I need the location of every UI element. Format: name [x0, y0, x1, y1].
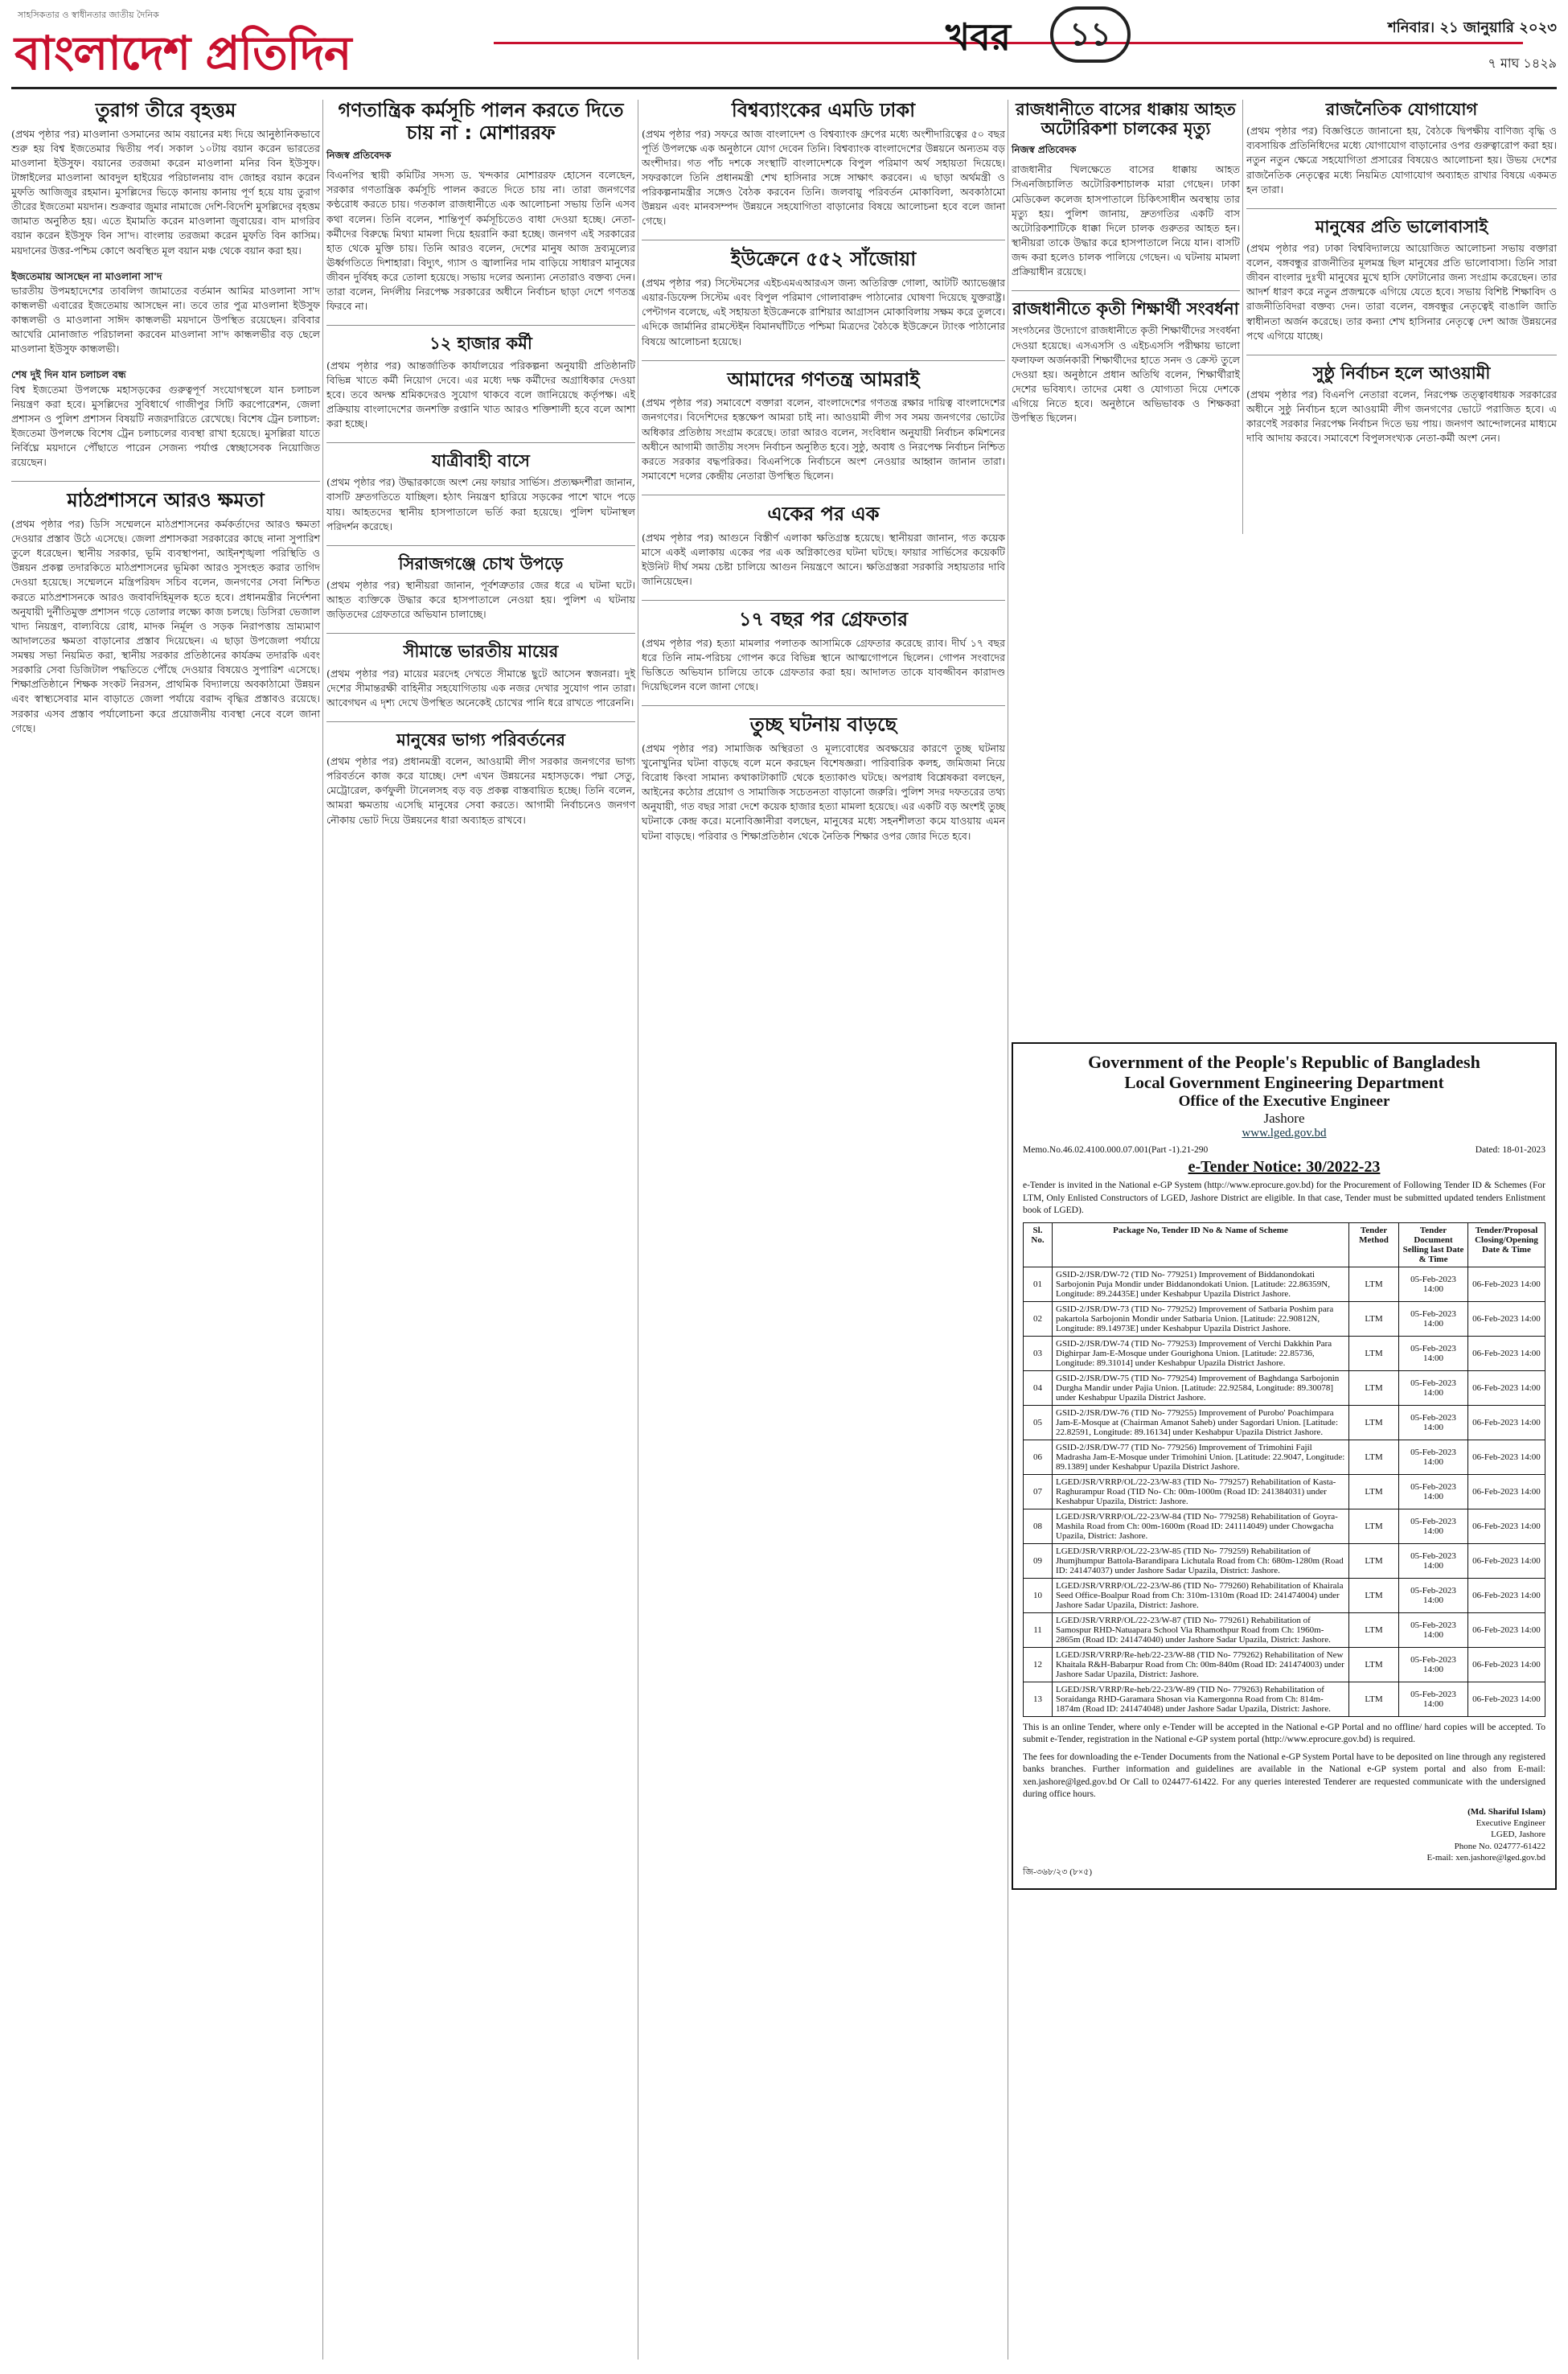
headline: তুরাগ তীরে বৃহত্তম [95, 99, 236, 121]
signatory-email: E-mail: xen.jashore@lged.gov.bd [1426, 1852, 1545, 1863]
column-divider [1242, 100, 1243, 534]
headline: সুষ্ঠু নির্বাচন হলে আওয়ামী [1312, 363, 1491, 383]
headline: ইউক্রেনে ৫৫২ সাঁজোয়া [730, 248, 917, 271]
tender-row [1024, 1405, 1545, 1440]
article-turag [11, 100, 320, 258]
tender-sl: 08 [1024, 1509, 1053, 1543]
article-body: (প্রথম পৃষ্ঠার পর) সমাবেশে বক্তারা বলেন, বাংলাদেশের গণতন্ত্র রক্ষার দায়িত্ব বাংলাদেশের জনগণের। বিদেশিদের হস্তক্ষেপ আমরা চাই না। আওয়ামী লীগ সব সময় জনগণের ভোটের অধিকার প্রতিষ্ঠায় সংগ্রাম করেছে। তারা আরও বলেন, সংবিধান অনুযায়ী নির্বাচন কমিশনের অধীনে আগামী জাতীয় সংসদ নির্বাচন অনুষ্ঠিত হবে। সুষ্ঠু, অবাধ ও নিরপেক্ষ নির্বাচন নিশ্চিত করতে সরকার বদ্ধপরিকর। বিএনপিকে নির্বাচনে অংশ নেওয়ার আহ্বান জানান তারা। সমাবেশে দলের কেন্দ্রীয় নেতারা উপস্থিত ছিলেন। [642, 396, 1005, 482]
article-fair-election [1246, 363, 1557, 446]
tender-scheme: LGED/JSR/VRRP/OL/22-23/W-83 (TID No- 779257) Rehabilitation of Kasta- Raghurampur Road (TID No- Ch: 00m-1000m (Road ID: 241384031) under Keshabpur Upazila, District: Jashore. [1053, 1474, 1349, 1509]
tender-row [1024, 1474, 1545, 1509]
headline: মানুষের প্রতি ভালোবাসাই [1315, 216, 1488, 236]
tender-box [1012, 1042, 1557, 1890]
tender-closing-date: 06-Feb-2023 14:00 [1468, 1440, 1545, 1474]
divider [326, 442, 635, 443]
tender-dept-line: Local Government Engineering Department [1124, 1073, 1444, 1092]
tender-scheme: GSID-2/JSR/DW-74 (TID No- 779253) Improvement of Verchi Dakkhin Para Dighirpar Jam-E-Mosque under Gourighona Union. [Latitude: 22.85736, Longitude: 89.31014] under Keshabpur Upazila District Jashore. [1053, 1336, 1349, 1370]
byline: নিজস্ব প্রতিবেদক [326, 150, 392, 162]
tender-row [1024, 1440, 1545, 1474]
headline: রাজধানীতে বাসের ধাক্কায় আহত অটোরিকশা চালকের মৃত্যু [1016, 100, 1236, 139]
tender-closing-date: 06-Feb-2023 14:00 [1468, 1647, 1545, 1682]
divider [1012, 290, 1240, 291]
article-subsection [11, 368, 320, 470]
tender-sl: 12 [1024, 1647, 1053, 1682]
col-header: Tender Method [1349, 1222, 1399, 1267]
tender-selling-date: 05-Feb-2023 14:00 [1399, 1370, 1468, 1405]
tender-selling-date: 05-Feb-2023 14:00 [1399, 1509, 1468, 1543]
ad-code: জি-৩৬৮/২৩ (৮×৫) [1023, 1867, 1093, 1878]
headline: যাত্রীবাহী বাসে [432, 451, 530, 471]
divider [326, 545, 635, 546]
headline: রাজধানীতে কৃতী শিক্ষার্থী সংবর্ধনা [1012, 299, 1239, 319]
tender-website-link[interactable]: www.lged.gov.bd [1242, 1127, 1327, 1140]
column-1 [11, 100, 320, 747]
tender-selling-date: 05-Feb-2023 14:00 [1399, 1301, 1468, 1336]
article-body: (প্রথম পৃষ্ঠার পর) প্রধানমন্ত্রী বলেন, আওয়ামী লীগ সরকার জনগণের ভাগ্য পরিবর্তনে কাজ করে যাচ্ছে। দেশ এখন উন্নয়নের মহাসড়কে। পদ্মা সেতু, মেট্রোরেল, কর্ণফুলী টানেলসহ বড় বড় প্রকল্প বাস্তবায়িত হচ্ছে। তিনি বলেন, আমরা ক্ষমতায় এসেছি মানুষের সেবা করতে। আগামী নির্বাচনেও জনগণ নৌকায় ভোট দিয়ে উন্নয়নের ধারা অব্যাহত রাখবে। [326, 755, 635, 826]
column-divider [322, 100, 323, 2360]
article-body: (প্রথম পৃষ্ঠার পর) বিজ্ঞপ্তিতে জানানো হয়, বৈঠকে দ্বিপক্ষীয় বাণিজ্য বৃদ্ধি ও ব্যবসায়িক প্রতিনিধিদের মধ্যে যোগাযোগ বাড়ানোর ওপর গুরুত্বারোপ করা হয়। নতুন নতুন ক্ষেত্রে সহযোগিতা প্রসারের বিষয়েও আলোচনা হয়। উভয় দেশের রাজনৈতিক নেতৃত্বের মধ্যে নিয়মিত যোগাযোগ অব্যাহত রাখার বিষয়ে একমত হন তারা। [1246, 125, 1557, 195]
article-subsection [11, 269, 320, 357]
tender-row [1024, 1578, 1545, 1612]
tender-row [1024, 1267, 1545, 1301]
tagline: সাহসিকতার ও স্বাধীনতার জাতীয় দৈনিক [18, 10, 159, 20]
tender-scheme: GSID-2/JSR/DW-76 (TID No- 779255) Improvement of Purobo' Poachimpara Jam-E-Mosque at (Chairman Amanot Saheb) under Sagordari Union. [Latitude: 22.82591, Longitude: 89.16134] under Keshabpur Upazila District Jashore. [1053, 1405, 1349, 1440]
signatory-office: LGED, Jashore [1491, 1830, 1545, 1840]
article-autorickshaw [1012, 100, 1240, 279]
headline: বিশ্বব্যাংকের এমডি ঢাকা [731, 99, 916, 121]
section-name: খবর [946, 15, 1012, 59]
tender-scheme: LGED/JSR/VRRP/Re-heb/22-23/W-88 (TID No- 779262) Rehabilitation of New Khaitala R&H-Babarpur Road from Ch: 00m-840m (Road ID: 241474003) under Jashore Sadar Upazila, District: Jashore. [1053, 1647, 1349, 1682]
article-mathproshashon [11, 490, 320, 735]
divider [1246, 208, 1557, 209]
tender-scheme: LGED/JSR/VRRP/OL/22-23/W-87 (TID No- 779261) Rehabilitation of Samospur RHD-Natuapara School Via Rhamothpur Road from Ch: 1960m-2865m (Road ID: 241474040) under Jashore Sadar Upazila, District: Jashore. [1053, 1612, 1349, 1647]
tender-intro: e-Tender is invited in the National e-GP System (http://www.eprocure.gov.bd) for the Procurement of Following Tender ID & Schemes (For LTM, Only Enlisted Constructors of LGED, Jashore District are eligible. In that case, Tender must be submitted updated tenders Enlistment book of LGED). [1023, 1181, 1545, 1216]
headline: গণতান্ত্রিক কর্মসূচি পালন করতে দিতে চায় না : মোশাররফ [338, 99, 624, 144]
headline: রাজনৈতিক যোগাযোগ [1325, 100, 1478, 119]
signatory-phone: Phone No. 024777-61422 [1454, 1841, 1545, 1851]
tender-row [1024, 1301, 1545, 1336]
tender-sl: 09 [1024, 1543, 1053, 1578]
divider [11, 481, 320, 482]
tender-row [1024, 1647, 1545, 1682]
article-democracy [642, 369, 1005, 483]
tender-closing-date: 06-Feb-2023 14:00 [1468, 1336, 1545, 1370]
tender-method: LTM [1349, 1647, 1399, 1682]
brand-block [14, 6, 465, 84]
tender-table [1023, 1222, 1545, 1717]
column-4 [1012, 100, 1240, 437]
tender-row [1024, 1509, 1545, 1543]
headline: তুচ্ছ ঘটনায় বাড়ছে [749, 713, 897, 737]
divider [642, 360, 1005, 361]
divider [326, 721, 635, 722]
tender-method: LTM [1349, 1543, 1399, 1578]
tender-scheme: GSID-2/JSR/DW-75 (TID No- 779254) Improvement of Baghdanga Sarbojonin Durgha Mandir under Pajia Union. [Latitude: 22.92584, Longitude: 89.30078] under Keshabpur Upazila District Jashore. [1053, 1370, 1349, 1405]
tender-row [1024, 1336, 1545, 1370]
article-body: (প্রথম পৃষ্ঠার পর) হত্যা মামলার পলাতক আসামিকে গ্রেফতার করেছে র‌্যাব। দীর্ঘ ১৭ বছর ধরে তিনি নাম-পরিচয় গোপন করে বিভিন্ন স্থানে আত্মগোপনে ছিলেন। গোপন সংবাদের ভিত্তিতে অভিযান চালিয়ে তাকে গ্রেফতার করা হয়। আদালত তাকে যাবজ্জীবন কারাদণ্ড দিয়েছিলেন বলে জানা গেছে। [642, 636, 1005, 693]
tender-sl: 11 [1024, 1612, 1053, 1647]
headline: সিরাজগঞ্জে চোখ উপড়ে [398, 553, 564, 573]
article-fortune [326, 730, 635, 828]
tender-method: LTM [1349, 1405, 1399, 1440]
tender-footer-fees: The fees for downloading the e-Tender Documents from the National e-GP System Portal have to be deposited on line through any registered banks branches. Further information and guidelines are available in the National e-GP system portal and also from E-mail: xen.jashore@lged.gov.bd Or Call to 024477-61422. For any queries interested Tenderer are requested communicate with the undersigned during office hours. [1023, 1752, 1545, 1800]
tender-scheme: GSID-2/JSR/DW-72 (TID No- 779251) Improvement of Biddanondokati Sarbojonin Puja Mondir under Biddanondokati Union. [Latitude: 22.86359N, Longitude: 89.24435E] under Keshabpur Upazila District Jashore. [1053, 1267, 1349, 1301]
tender-selling-date: 05-Feb-2023 14:00 [1399, 1543, 1468, 1578]
headline: মানুষের ভাগ্য পরিবর্তনের [396, 729, 565, 750]
tender-sl: 06 [1024, 1440, 1053, 1474]
article-body: বিশ্ব ইজতেমা উপলক্ষে মহাসড়কের গুরুত্বপূর্ণ সংযোগস্থলে যান চলাচল নিয়ন্ত্রণ করা হবে। মুসল্লিদের সুবিধার্থে গাজীপুর সিটি করপোরেশন, জেলা প্রশাসন ও পুলিশ প্রশাসন বিষয়টি নজরদারিতে রেখেছে। বিশেষ ট্রেন চলাচল: ইজতেমা উপলক্ষে বিশেষ ট্রেন চলাচলের ব্যবস্থা রাখা হয়েছে। মুসল্লিরা যাতে নির্বিঘ্নে ময়দানে পৌঁছাতে পারেন সেজন্য পর্যাপ্ত স্বেচ্ছাসেবক নিয়োজিত রয়েছেন। [11, 383, 320, 469]
tender-method: LTM [1349, 1267, 1399, 1301]
article-ukraine [642, 248, 1005, 348]
tender-sl: 07 [1024, 1474, 1053, 1509]
tender-method: LTM [1349, 1370, 1399, 1405]
tender-closing-date: 06-Feb-2023 14:00 [1468, 1474, 1545, 1509]
article-sirajganj [326, 554, 635, 622]
tender-sl: 01 [1024, 1267, 1053, 1301]
divider [326, 325, 635, 326]
col-header: Sl. No. [1024, 1222, 1053, 1267]
tender-sl: 02 [1024, 1301, 1053, 1336]
tender-method: LTM [1349, 1336, 1399, 1370]
date-line-bangla: ৭ মাঘ ১৪২৯ [1488, 55, 1557, 71]
tender-selling-date: 05-Feb-2023 14:00 [1399, 1647, 1468, 1682]
article-body: (প্রথম পৃষ্ঠার পর) সিস্টেমসের এইচএমএআরএস জন্য অতিরিক্ত গোলা, আটটি অ্যাভেঞ্জার এয়ার-ডিফেন্স সিস্টেম এবং বিপুল পরিমাণ গোলাবারুদ পাঠানোর ঘোষণা দিয়েছে যুক্তরাষ্ট্র। পেন্টাগন বলেছে, এই সহায়তা ইউক্রেনকে রাশিয়ার আগ্রাসন মোকাবিলায় সক্ষম করে তুলবে। এদিকে জার্মানির রামস্টেইন বিমানঘাঁটিতে পশ্চিমা মিত্রদের বৈঠকে ইউক্রেনে ট্যাংক পাঠানোর বিষয়ে আলোচনা হয়েছে। [642, 277, 1005, 347]
article-body: (প্রথম পৃষ্ঠার পর) সামাজিক অস্থিরতা ও মূল্যবোধের অবক্ষয়ের কারণে তুচ্ছ ঘটনায় খুনোখুনির ঘটনা বাড়ছে বলে মনে করছেন বিশেষজ্ঞরা। পারিবারিক কলহ, জমিজমা নিয়ে বিরোধ কিংবা সামান্য কথাকাটাকাটি থেকে হত্যাকাণ্ড ঘটছে। অপরাধ বিশ্লেষকরা বলছেন, আইনের কঠোর প্রয়োগ ও সামাজিক সচেতনতা বাড়ানো জরুরি। পুলিশ সদর দফতরের তথ্য অনুযায়ী, গত বছর সারা দেশে কয়েক হাজার হত্যা মামলা হয়েছে। এর একটি বড় অংশই তুচ্ছ ঘটনাকে কেন্দ্র করে। মনোবিজ্ঞানীরা বলছেন, মানুষের মধ্যে সহনশীলতা কমে যাওয়ায় এমন ঘটনা বাড়ছে। পরিবার ও শিক্ষাপ্রতিষ্ঠান থেকে নৈতিক শিক্ষার ওপর জোর দিতে হবে। [642, 741, 1005, 842]
headline: একের পর এক [767, 503, 880, 526]
tender-scheme: LGED/JSR/VRRP/Re-heb/22-23/W-89 (TID No- 779263) Rehabilitation of Soraidanga RHD-Garamara Shosan via Kamergonna Road from Ch: 814m-1874m (Road ID: 241474048) under Jashore Sadar Upazila, District: Jashore. [1053, 1682, 1349, 1716]
newspaper-logo: বাংলাদেশ প্রতিদিন [14, 26, 351, 80]
article-body: ভারতীয় উপমহাদেশের তাবলিগ জামাতের বর্তমান আমির মাওলানা সা'দ কান্ধলভী এবারের ইজতেমায় আসছেন না। তবে তার পুত্র মাওলানা ইউসুফ কান্ধলভী ও মাওলানা সাঈদ কান্ধলভী ময়দানে উপস্থিত রয়েছেন। রবিবার আখেরি মোনাজাত পরিচালনা করবেন মাওলানা সা'দ কান্ধলভীর বড় ছেলে মাওলানা ইউসুফ কান্ধলভী। [11, 284, 320, 355]
article-body: (প্রথম পৃষ্ঠার পর) উদ্ধারকাজে অংশ নেয় ফায়ার সার্ভিস। প্রত্যক্ষদর্শীরা জানান, বাসটি দ্রুতগতিতে যাচ্ছিল। হঠাৎ নিয়ন্ত্রণ হারিয়ে সড়কের পাশে খাদে পড়ে যায়। আহতদের স্থানীয় হাসপাতালে ভর্তি করা হয়েছে। পুলিশ ঘটনাস্থল পরিদর্শন করেছে। [326, 476, 635, 532]
tender-closing-date: 06-Feb-2023 14:00 [1468, 1612, 1545, 1647]
article-bus [326, 451, 635, 534]
article-body: (প্রথম পৃষ্ঠার পর) ঢাকা বিশ্ববিদ্যালয়ে আয়োজিত আলোচনা সভায় বক্তারা বলেন, বঙ্গবন্ধুর রাজনীতির মূলমন্ত্র ছিল মানুষের প্রতি ভালোবাসা। তিনি সারা জীবন বাংলার দুঃখী মানুষের মুখে হাসি ফোটানোর জন্য সংগ্রাম করেছেন। তার আদর্শ ধারণ করে নতুন প্রজন্মকে এগিয়ে যেতে হবে। সভায় বিশিষ্ট শিক্ষাবিদ ও রাজনীতিবিদরা বক্তব্য দেন। তারা বলেন, বঙ্গবন্ধুর নেতৃত্বেই বাঙালি জাতি স্বাধীনতা অর্জন করেছে। তার কন্যা শেখ হাসিনার নেতৃত্বে দেশ আজ উন্নয়নের পথে এগিয়ে যাচ্ছে। [1246, 241, 1557, 342]
byline: নিজস্ব প্রতিবেদক [1012, 144, 1077, 156]
masthead-right [946, 6, 1557, 84]
col-header: Tender/Proposal Closing/Opening Date & Time [1468, 1222, 1545, 1267]
tender-scheme: LGED/JSR/VRRP/OL/22-23/W-86 (TID No- 779260) Rehabilitation of Khairala Seed Office-Boalpur Road from Ch: 310m-1310m (Road ID: 241474004) under Jashore Sadar Upazila, District: Jashore. [1053, 1578, 1349, 1612]
headline: ১৭ বছর পর গ্রেফতার [738, 608, 909, 631]
article-mosharraf [326, 100, 635, 314]
headline: আমাদের গণতন্ত্র আমরাই [727, 368, 920, 391]
article-body: (প্রথম পৃষ্ঠার পর) আন্তর্জাতিক কার্যালয়ের পরিকল্পনা অনুযায়ী প্রতিষ্ঠানটি বিভিন্ন খাতে কর্মী নিয়োগ দেবে। এর মধ্যে দক্ষ কর্মীদের অগ্রাধিকার দেওয়া হবে। তবে অদক্ষ শ্রমিকদেরও সুযোগ থাকবে বলে জানিয়েছে কর্তৃপক্ষ। এই প্রক্রিয়ায় বাংলাদেশের জনশক্তি রপ্তানি খাত আরও শক্তিশালী হবে বলে আশা করা হচ্ছে। [326, 359, 635, 430]
tender-selling-date: 05-Feb-2023 14:00 [1399, 1682, 1468, 1716]
tender-scheme: LGED/JSR/VRRP/OL/22-23/W-84 (TID No- 779258) Rehabilitation of Goyra- Mashila Road from Ch: 00m-1600m (Road ID: 241114049) under Chowgacha Upazila, District: Jashore. [1053, 1509, 1349, 1543]
tender-sl: 03 [1024, 1336, 1053, 1370]
tender-closing-date: 06-Feb-2023 14:00 [1468, 1370, 1545, 1405]
divider [326, 633, 635, 634]
tender-office-line: Office of the Executive Engineer [1178, 1093, 1390, 1110]
tender-sl: 10 [1024, 1578, 1053, 1612]
page-number-badge: ১১ [1050, 6, 1131, 63]
article-body: (প্রথম পৃষ্ঠার পর) বিএনপি নেতারা বলেন, নিরপেক্ষ তত্ত্বাবধায়ক সরকারের অধীনে সুষ্ঠু নির্বাচন হলে আওয়ামী লীগ জনগণের ভোটে পরাজিত হবে। এ কারণেই সরকার নিরপেক্ষ নির্বাচন দিতে ভয় পায়। জনগণ আন্দোলনের মাধ্যমে দাবি আদায় করবে। সমাবেশে বিপুলসংখ্যক নেতা-কর্মী অংশ নেন। [1246, 388, 1557, 445]
article-body: (প্রথম পৃষ্ঠার পর) ডিসি সম্মেলনে মাঠপ্রশাসনের কর্মকর্তাদের আরও ক্ষমতা দেওয়ার প্রস্তাব উঠে এসেছে। জেলা প্রশাসকরা সরকারের কাছে নানা সুপারিশ তুলে ধরেছেন। স্থানীয় সরকার, ভূমি ব্যবস্থাপনা, আইনশৃঙ্খলা পরিস্থিতি ও উন্নয়ন প্রকল্প তদারকিতে মাঠপ্রশাসনের ভূমিকা আরও সুসংহত করার তাগিদ দেওয়া হয়েছে। সম্মেলনে মন্ত্রিপরিষদ সচিব বলেন, জনগণের সেবা নিশ্চিত করতে মাঠপ্রশাসনকে আরও জবাবদিহিমূলক হতে হবে। প্রধানমন্ত্রীর নির্দেশনা অনুযায়ী দুর্নীতিমুক্ত প্রশাসন গড়ে তোলার লক্ষ্যে কাজ চলছে। ডিসিরা ভেজাল খাদ্য নিয়ন্ত্রণ, বাল্যবিয়ে রোধ, মাদক নির্মূল ও সড়ক নিরাপত্তায় ভ্রাম্যমাণ আদালতের ক্ষমতা বাড়ানোর প্রস্তাব দিয়েছেন। এ ছাড়া উপজেলা পর্যায়ে সমন্বয় সভা নিয়মিত করা, স্থানীয় সরকার প্রতিষ্ঠানের কার্যক্রম তদারকি এবং সরকারি সেবা ডিজিটাল পদ্ধতিতে পৌঁছে দেওয়ার বিষয়েও সুপারিশ এসেছে। শিক্ষাপ্রতিষ্ঠানে শিক্ষক সংকট নিরসন, প্রাথমিক বিদ্যালয়ে অবকাঠামো উন্নয়ন এবং স্বাস্থ্যসেবার মান বাড়াতে জেলা পর্যায়ে বরাদ্দ বৃদ্ধির প্রস্তাবও রয়েছে। সরকার এসব প্রস্তাব পর্যালোচনা করে প্রয়োজনীয় ব্যবস্থা নেবে বলে জানা গেছে। [11, 517, 320, 734]
article-reception [1012, 299, 1240, 425]
tender-closing-date: 06-Feb-2023 14:00 [1468, 1405, 1545, 1440]
tender-location: Jashore [1263, 1111, 1305, 1126]
tender-footer-note: This is an online Tender, where only e-Tender will be accepted in the National e-GP Portal and no offline/ hard copies will be accepted. To submit e-Tender, registration in the National e-GP system portal (http://www.eprocure.gov.bd) is required. [1023, 1722, 1545, 1745]
article-love-for-people [1246, 217, 1557, 343]
article-body: (প্রথম পৃষ্ঠার পর) সফরে আজ বাংলাদেশ ও বিশ্বব্যাংক গ্রুপের মধ্যে অংশীদারিত্বের ৫০ বছর পূর্তি উপলক্ষে এক অনুষ্ঠানে যোগ দেবেন তিনি। বিশ্বব্যাংক বাংলাদেশের উন্নয়নে অন্যতম বড় অংশীদার। গত পাঁচ দশকে সংস্থাটি বাংলাদেশকে বিপুল পরিমাণ অর্থ সহায়তা দিয়েছে। সফরকালে তিনি প্রধানমন্ত্রী শেখ হাসিনার সঙ্গে সাক্ষাৎ করবেন। এ ছাড়া অর্থমন্ত্রী ও পরিকল্পনামন্ত্রীর সঙ্গেও বৈঠক করবেন তিনি। জলবায়ু পরিবর্তন মোকাবিলা, অবকাঠামো উন্নয়ন এবং মানবসম্পদ উন্নয়নে সহযোগিতা বাড়ানোর বিষয়ে আলোচনা হবে বলে জানা গেছে। [642, 127, 1005, 228]
tender-row [1024, 1543, 1545, 1578]
tender-closing-date: 06-Feb-2023 14:00 [1468, 1267, 1545, 1301]
tender-sl: 13 [1024, 1682, 1053, 1716]
tender-closing-date: 06-Feb-2023 14:00 [1468, 1578, 1545, 1612]
headline: সীমান্তে ভারতীয় মায়ের [403, 642, 559, 662]
tender-closing-date: 06-Feb-2023 14:00 [1468, 1682, 1545, 1716]
tender-method: LTM [1349, 1578, 1399, 1612]
article-body: (প্রথম পৃষ্ঠার পর) মায়ের মরদেহ দেখতে সীমান্তে ছুটে আসেন স্বজনরা। দুই দেশের সীমান্তরক্ষী বাহিনীর সহযোগিতায় এক নজর দেখার সুযোগ পান তারা। আবেগঘন এ দৃশ্য দেখে উপস্থিত অনেকেই চোখের পানি ধরে রাখতে পারেননি। [326, 667, 635, 709]
headline: মাঠপ্রশাসনে আরও ক্ষমতা [67, 489, 265, 512]
article-arrest [642, 609, 1005, 694]
tender-row [1024, 1612, 1545, 1647]
tender-closing-date: 06-Feb-2023 14:00 [1468, 1543, 1545, 1578]
tender-selling-date: 05-Feb-2023 14:00 [1399, 1267, 1468, 1301]
column-2 [326, 100, 635, 839]
masthead-bottom-rule [11, 87, 1557, 89]
article-12-thousand [326, 334, 635, 431]
col-header: Tender Document Selling last Date & Time [1399, 1222, 1468, 1267]
tender-selling-date: 05-Feb-2023 14:00 [1399, 1405, 1468, 1440]
signatory-title: Executive Engineer [1476, 1817, 1545, 1828]
tender-selling-date: 05-Feb-2023 14:00 [1399, 1440, 1468, 1474]
tender-scheme: GSID-2/JSR/DW-77 (TID No- 779256) Improvement of Trimohini Fajil Madrasha Jam-E-Mosque under Trimohini Union. [Latitude: 22.9047, Longitude: 89.1389] under Keshabpur Upazila District Jashore. [1053, 1440, 1349, 1474]
tender-selling-date: 05-Feb-2023 14:00 [1399, 1474, 1468, 1509]
tender-selling-date: 05-Feb-2023 14:00 [1399, 1612, 1468, 1647]
subhead: শেষ দুই দিন যান চলাচল বন্ধ [11, 368, 126, 381]
article-fire [642, 503, 1005, 589]
tender-sl: 05 [1024, 1405, 1053, 1440]
column-3 [642, 100, 1005, 855]
tender-closing-date: 06-Feb-2023 14:00 [1468, 1301, 1545, 1336]
tender-method: LTM [1349, 1509, 1399, 1543]
article-body: (প্রথম পৃষ্ঠার পর) স্থানীয়রা জানান, পূর্বশত্রুতার জের ধরে এ ঘটনা ঘটে। আহত ব্যক্তিকে উদ্ধার করে হাসপাতালে নেওয়া হয়। পুলিশ এ ঘটনায় জড়িতদের গ্রেফতারে অভিযান চালাচ্ছে। [326, 578, 635, 621]
signatory-name: (Md. Shariful Islam) [1467, 1806, 1545, 1817]
tender-scheme: GSID-2/JSR/DW-73 (TID No- 779252) Improvement of Satbaria Poshim para pakartola Sarbojonin Mondir under Satbaria Union. [Latitude: 22.90812N, Longitude: 89.14973E] under Keshabpur Upazila District Jashore. [1053, 1301, 1349, 1336]
tender-method: LTM [1349, 1474, 1399, 1509]
article-political-contact [1246, 100, 1557, 197]
tender-closing-date: 06-Feb-2023 14:00 [1468, 1509, 1545, 1543]
tender-method: LTM [1349, 1682, 1399, 1716]
subhead: ইজতেমায় আসছেন না মাওলানা সা'দ [11, 269, 162, 282]
tender-scheme: LGED/JSR/VRRP/OL/22-23/W-85 (TID No- 779259) Rehabilitation of Jhumjhumpur Battola-Barandipara Lichutala Road from Ch: 680m-1280m (Road ID: 241474037) under Jashore Sadar Upazila, District: Jashore. [1053, 1543, 1349, 1578]
date-line: শনিবার। ২১ জানুয়ারি ২০২৩ [1387, 19, 1557, 36]
column-5 [1246, 100, 1557, 457]
tender-table-header [1024, 1222, 1545, 1267]
tender-method: LTM [1349, 1301, 1399, 1336]
divider [642, 705, 1005, 706]
article-body: রাজধানীর খিলক্ষেতে বাসের ধাক্কায় আহত সিএনজিচালিত অটোরিকশাচালক মারা গেছেন। ঢাকা মেডিকেল কলেজ হাসপাতালে চিকিৎসাধীন অবস্থায় তার মৃত্যু হয়। পুলিশ জানায়, দ্রুতগতির একটি বাস অটোরিকশাটিকে ধাক্কা দিলে চালক গুরুতর আহত হন। স্থানীয়রা তাকে উদ্ধার করে হাসপাতালে নিয়ে যান। বাসটি জব্দ করা হলেও চালক পালিয়ে গেছেন। এ ঘটনায় মামলা প্রক্রিয়াধীন রয়েছে। [1012, 163, 1241, 278]
article-border [326, 642, 635, 710]
masthead [11, 6, 1557, 84]
tender-row [1024, 1682, 1545, 1716]
tender-method: LTM [1349, 1440, 1399, 1474]
tender-signature [1023, 1806, 1545, 1863]
tender-selling-date: 05-Feb-2023 14:00 [1399, 1578, 1468, 1612]
headline: ১২ হাজার কর্মী [429, 334, 532, 354]
tender-sl: 04 [1024, 1370, 1053, 1405]
tender-row [1024, 1370, 1545, 1405]
article-body: (প্রথম পৃষ্ঠার পর) আগুনে বিস্তীর্ণ এলাকা ক্ষতিগ্রস্ত হয়েছে। স্থানীয়রা জানান, গত কয়েক মাসে একই এলাকায় একের পর এক অগ্নিকাণ্ডের ঘটনা ঘটছে। ফায়ার সার্ভিসের কয়েকটি ইউনিট দীর্ঘ সময় চেষ্টা চালিয়ে আগুন নিয়ন্ত্রণে আনে। ক্ষতিগ্রস্তরা সরকারি সহায়তার দাবি জানিয়েছেন। [642, 531, 1005, 587]
article-worldbank [642, 100, 1005, 228]
article-body: সংগঠনের উদ্যোগে রাজধানীতে কৃতী শিক্ষার্থীদের সংবর্ধনা দেওয়া হয়েছে। এসএসসি ও এইচএসসি পরীক্ষায় ভালো ফলাফল অর্জনকারী শিক্ষার্থীদের হাতে সনদ ও ক্রেস্ট তুলে দেওয়া হয়। অনুষ্ঠানে প্রধান অতিথি বলেন, শিক্ষার্থীরাই দেশের ভবিষ্যৎ। তাদের মেধা ও যোগ্যতা দিয়ে দেশকে এগিয়ে নিতে হবে। অনুষ্ঠানে অভিভাবক ও শিক্ষকরা উপস্থিত ছিলেন। [1012, 324, 1240, 425]
tender-method: LTM [1349, 1612, 1399, 1647]
divider [642, 600, 1005, 601]
tender-gov-line: Government of the People's Republic of Bangladesh [1088, 1052, 1480, 1072]
col-header: Package No, Tender ID No & Name of Scheme [1053, 1222, 1349, 1267]
tender-memo-row [1023, 1145, 1545, 1155]
tender-notice-title: e-Tender Notice: 30/2022-23 [1188, 1158, 1381, 1176]
article-body: (প্রথম পৃষ্ঠার পর) মাওলানা ওসমানের আম বয়ানের মধ্য দিয়ে আনুষ্ঠানিকভাবে শুরু হয় বিশ্ব ইজতেমার দ্বিতীয় পর্ব। সকাল ১০টায় বয়ান করেন ভারতের মাওলানা ইউসুফ। বয়ানের তরজমা করেন মাওলানা মনির বিন ইউসুফ। টাঙ্গাইলের মাওলানা আবদুল হাইয়ের পরিচালনায় বাদ জোহর বয়ান করেন মুফতি আজিজুর রহমান। মুসল্লিদের ভিড়ে কানায় কানায় পূর্ণ হয়ে যায় তুরাগ তীরের ইজতেমা ময়দান। শুক্রবার জুমার নামাজে দেশি-বিদেশি মুসল্লিদের বৃহত্তম জামাত অনুষ্ঠিত হয়। এতে ইমামতি করেন মাওলানা জুবায়ের। বাদ মাগরিব বয়ান করেন ইউসুফ বিন সা'দ। বাংলায় তরজমা করেন মুফতি বিন কাসিম। ময়দানের উত্তর-পশ্চিম কোণে অবস্থিত মূল বয়ান মঞ্চ থেকে বয়ান করা হয়। [11, 127, 320, 257]
tender-date: Dated: 18-01-2023 [1475, 1145, 1545, 1155]
tender-advertisement [1012, 1037, 1557, 1890]
tender-memo: Memo.No.46.02.4100.000.07.001(Part -1).21-290 [1023, 1145, 1209, 1155]
tender-selling-date: 05-Feb-2023 14:00 [1399, 1336, 1468, 1370]
article-body: বিএনপির স্থায়ী কমিটির সদস্য ড. খন্দকার মোশাররফ হোসেন বলেছেন, সরকার গণতান্ত্রিক কর্মসূচি পালন করতে দিতে চায় না। তারা জনগণের কণ্ঠরোধ করতে চায়। গতকাল রাজধানীতে এক আলোচনা সভায় তিনি এসব কথা বলেন। তিনি বলেন, শান্তিপূর্ণ কর্মসূচিতেও বাধা দেওয়া হচ্ছে। নেতা-কর্মীদের বিরুদ্ধে মিথ্যা মামলা দিয়ে হয়রানি করা হচ্ছে। জনগণ এই সরকারের হাত থেকে মুক্তি চায়। তিনি আরও বলেন, দেশের মানুষ আজ দ্রব্যমূল্যের ঊর্ধ্বগতিতে দিশাহারা। বিদ্যুৎ, গ্যাস ও জ্বালানির দাম বাড়িয়ে সাধারণ মানুষের জীবন দুর্বিষহ করে তোলা হয়েছে। সভায় দলের অন্যান্য নেতারাও বক্তব্য দেন। তারা বলেন, নির্দলীয় নিরপেক্ষ সরকারের অধীনে নির্বাচন ছাড়া দেশে গণতন্ত্র ফিরবে না। [326, 169, 635, 313]
article-trivial [642, 714, 1005, 843]
